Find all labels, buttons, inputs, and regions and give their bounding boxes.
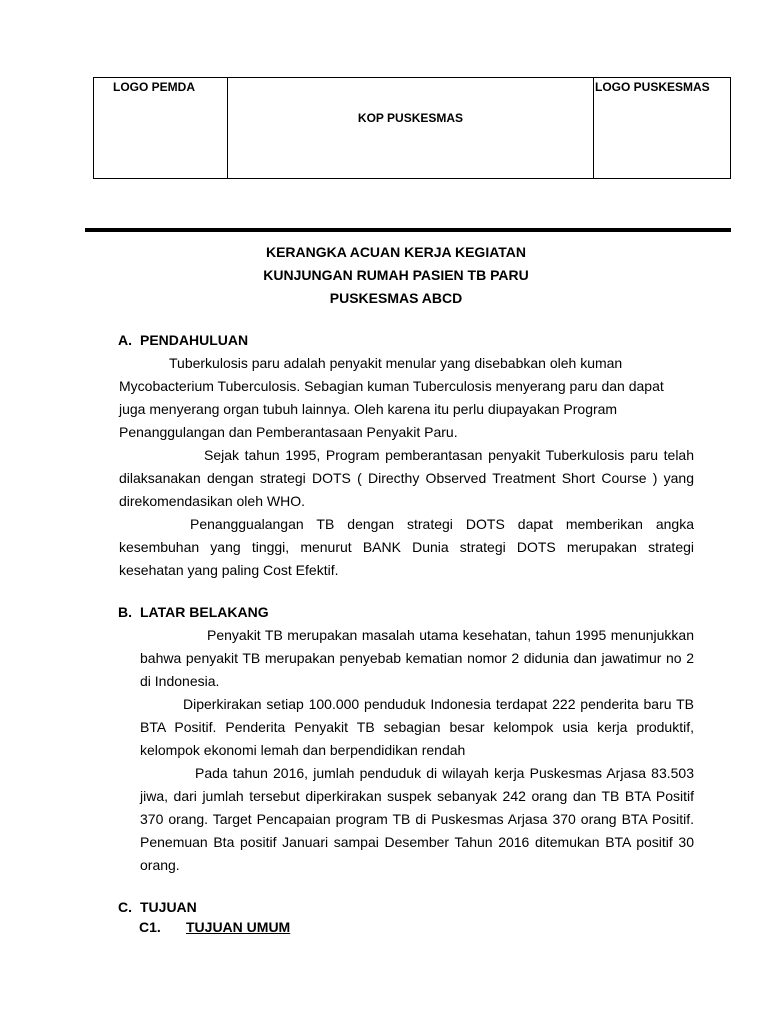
letterhead-table: [93, 77, 731, 179]
section-a-paragraph-1: Tuberkulosis paru adalah penyakit menular yang disebabkan oleh kuman Mycobacterium Tuberculosis. Sebagian kuman Tuberculosis menyerang paru dan dapat juga menyerang organ tubuh lainnya. Oleh karena itu perlu diupayakan Program Penanggulangan dan Pemberantasaan Penyakit Paru.: [119, 355, 664, 440]
section-b-paragraph-2: Diperkirakan setiap 100.000 penduduk Indonesia terdapat 222 penderita baru TB BTA Positif. Penderita Penyakit TB sebagian besar kelompok usia kerja produktif, kelompok ekonomi lemah dan berpendidikan rendah: [140, 696, 694, 758]
title-line-3: PUSKESMAS ABCD: [329, 290, 463, 306]
header-divider: [85, 228, 731, 232]
section-b-heading: [118, 604, 269, 620]
logo-puskesmas-label: LOGO PUSKESMAS: [595, 80, 710, 94]
section-c-heading: [118, 899, 197, 915]
section-c-title: TUJUAN: [140, 899, 197, 915]
logo-puskesmas-cell: [594, 78, 731, 179]
section-b-label: B.: [118, 604, 132, 620]
section-b-paragraph-1: Penyakit TB merupakan masalah utama kesehatan, tahun 1995 menunjukkan bahwa penyakit TB merupakan penyebab kematian nomor 2 didunia dan jawatimur no 2 di Indonesia.: [140, 627, 694, 689]
section-a-paragraph-3: Penanggualangan TB dengan strategi DOTS dapat memberikan angka kesembuhan yang tinggi, menurut BANK Dunia strategi DOTS merupakan strategi kesehatan yang paling Cost Efektif.: [119, 516, 694, 578]
document-title: [0, 241, 768, 310]
subsection-c1-title: TUJUAN UMUM: [186, 919, 291, 935]
section-a-body: [119, 352, 694, 582]
section-a-heading: [118, 332, 248, 348]
section-a-label: A.: [118, 332, 132, 348]
kop-puskesmas-label: KOP PUSKESMAS: [357, 111, 464, 125]
section-a-paragraph-2: Sejak tahun 1995, Program pemberantasan penyakit Tuberkulosis paru telah dilaksanakan dengan strategi DOTS ( Directhy Observed Treatment Short Course ) yang direkomendasikan oleh WHO.: [119, 447, 694, 509]
title-line-1: KERANGKA ACUAN KERJA KEGIATAN: [265, 244, 527, 260]
subsection-c1-number: C1.: [139, 919, 161, 935]
logo-pemda-cell: [94, 78, 228, 179]
section-a-title: PENDAHULUAN: [140, 332, 249, 348]
section-b-body: [140, 624, 694, 877]
subsection-c1-heading: [139, 919, 290, 935]
section-b-title: LATAR BELAKANG: [140, 604, 269, 620]
title-line-2: KUNJUNGAN RUMAH PASIEN TB PARU: [263, 267, 529, 283]
logo-pemda-label: LOGO PEMDA: [113, 80, 196, 94]
section-c-label: C.: [118, 899, 132, 915]
kop-puskesmas-cell: [228, 78, 594, 179]
section-b-paragraph-3: Pada tahun 2016, jumlah penduduk di wilayah kerja Puskesmas Arjasa 83.503 jiwa, dari jumlah tersebut diperkirakan suspek sebanyak 242 orang dan TB BTA Positif 370 orang. Target Pencapaian program TB di Puskesmas Arjasa 370 orang BTA Positif. Penemuan Bta positif Januari sampai Desember Tahun 2016 ditemukan BTA positif 30 orang.: [140, 765, 694, 873]
